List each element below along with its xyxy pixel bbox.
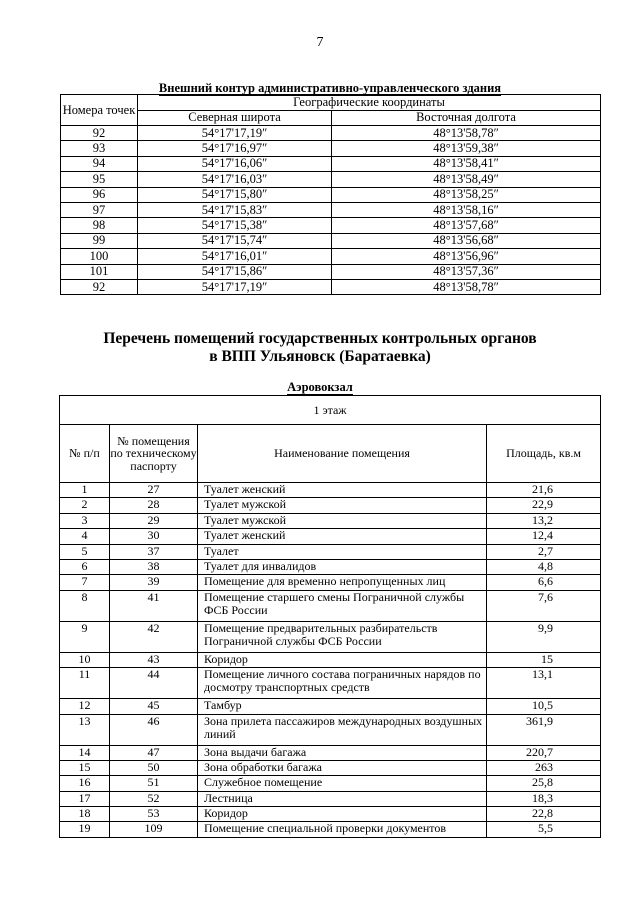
row-number-cell: 5 <box>60 544 110 559</box>
row-number-cell: 2 <box>60 498 110 513</box>
row-number-cell: 4 <box>60 529 110 544</box>
latitude-cell: 54°17'15,38″ <box>138 218 332 233</box>
room-name-cell: Помещение специальной проверки документов <box>198 822 487 837</box>
coords-row <box>61 156 601 171</box>
passport-number-cell: 109 <box>110 822 198 837</box>
room-row <box>60 791 601 806</box>
room-name-cell: Помещение личного состава пограничных нарядов по досмотру транспортных средств <box>198 668 487 699</box>
row-number-cell: 6 <box>60 559 110 574</box>
passport-number-cell: 37 <box>110 544 198 559</box>
room-name-cell: Туалет женский <box>198 529 487 544</box>
coords-row <box>61 126 601 141</box>
row-number-cell: 16 <box>60 776 110 791</box>
room-row <box>60 544 601 559</box>
room-row <box>60 776 601 791</box>
latitude-cell: 54°17'15,74″ <box>138 233 332 248</box>
longitude-cell: 48°13'58,25″ <box>332 187 601 202</box>
area-cell: 6,6 <box>487 575 601 590</box>
header-room-name: Наименование помещения <box>198 425 487 483</box>
point-number-cell: 100 <box>61 249 138 264</box>
rooms-table <box>59 395 601 838</box>
room-row <box>60 745 601 760</box>
longitude-cell: 48°13'58,16″ <box>332 202 601 217</box>
passport-number-cell: 39 <box>110 575 198 590</box>
passport-number-cell: 38 <box>110 559 198 574</box>
longitude-cell: 48°13'58,49″ <box>332 172 601 187</box>
room-name-cell: Коридор <box>198 652 487 667</box>
passport-number-cell: 43 <box>110 652 198 667</box>
area-cell: 5,5 <box>487 822 601 837</box>
passport-number-cell: 41 <box>110 590 198 621</box>
room-row <box>60 807 601 822</box>
rooms-table-caption <box>0 380 640 395</box>
passport-number-cell: 27 <box>110 483 198 498</box>
room-name-cell: Туалет для инвалидов <box>198 559 487 574</box>
latitude-cell: 54°17'15,80″ <box>138 187 332 202</box>
row-number-cell: 3 <box>60 513 110 528</box>
room-row <box>60 498 601 513</box>
room-row <box>60 760 601 775</box>
room-row <box>60 668 601 699</box>
coordinates-table <box>60 94 601 295</box>
room-name-cell: Лестница <box>198 791 487 806</box>
longitude-cell: 48°13'57,68″ <box>332 218 601 233</box>
passport-number-cell: 28 <box>110 498 198 513</box>
room-row <box>60 714 601 745</box>
room-name-cell: Зона выдачи багажа <box>198 745 487 760</box>
coords-body <box>61 126 601 295</box>
room-name-cell: Туалет мужской <box>198 513 487 528</box>
room-name-cell: Служебное помещение <box>198 776 487 791</box>
area-cell: 12,4 <box>487 529 601 544</box>
room-row <box>60 559 601 574</box>
longitude-cell: 48°13'58,78″ <box>332 126 601 141</box>
coords-row <box>61 249 601 264</box>
area-cell: 13,1 <box>487 668 601 699</box>
header-row-number: № п/п <box>60 425 110 483</box>
header-points: Номера точек <box>61 95 138 126</box>
latitude-cell: 54°17'17,19″ <box>138 126 332 141</box>
passport-number-cell: 52 <box>110 791 198 806</box>
page-heading <box>0 330 640 366</box>
coords-row <box>61 264 601 279</box>
coords-row <box>61 172 601 187</box>
room-row <box>60 652 601 667</box>
row-number-cell: 11 <box>60 668 110 699</box>
coords-row <box>61 218 601 233</box>
coords-row <box>61 233 601 248</box>
area-cell: 9,9 <box>487 621 601 652</box>
longitude-cell: 48°13'59,38″ <box>332 141 601 156</box>
area-cell: 361,9 <box>487 714 601 745</box>
latitude-cell: 54°17'15,83″ <box>138 202 332 217</box>
row-number-cell: 12 <box>60 699 110 714</box>
latitude-cell: 54°17'16,03″ <box>138 172 332 187</box>
area-cell: 25,8 <box>487 776 601 791</box>
room-row <box>60 575 601 590</box>
longitude-cell: 48°13'57,36″ <box>332 264 601 279</box>
passport-number-cell: 30 <box>110 529 198 544</box>
longitude-cell: 48°13'56,68″ <box>332 233 601 248</box>
point-number-cell: 96 <box>61 187 138 202</box>
room-row <box>60 699 601 714</box>
room-name-cell: Помещение старшего смены Пограничной службы ФСБ России <box>198 590 487 621</box>
room-name-cell: Зона обработки багажа <box>198 760 487 775</box>
point-number-cell: 92 <box>61 126 138 141</box>
area-cell: 4,8 <box>487 559 601 574</box>
room-name-cell: Туалет женский <box>198 483 487 498</box>
room-row <box>60 822 601 837</box>
point-number-cell: 95 <box>61 172 138 187</box>
area-cell: 15 <box>487 652 601 667</box>
latitude-cell: 54°17'15,86″ <box>138 264 332 279</box>
latitude-cell: 54°17'16,06″ <box>138 156 332 171</box>
header-geo-coords: Географические координаты <box>138 95 601 111</box>
room-name-cell: Помещение предварительных разбирательств Пограничной службы ФСБ России <box>198 621 487 652</box>
page-number: 7 <box>316 35 324 50</box>
header-longitude: Восточная долгота <box>332 110 601 126</box>
longitude-cell: 48°13'56,96″ <box>332 249 601 264</box>
row-number-cell: 19 <box>60 822 110 837</box>
rooms-body <box>60 483 601 838</box>
room-row <box>60 513 601 528</box>
area-cell: 10,5 <box>487 699 601 714</box>
room-name-cell: Помещение для временно непропущенных лиц <box>198 575 487 590</box>
passport-number-cell: 47 <box>110 745 198 760</box>
point-number-cell: 94 <box>61 156 138 171</box>
row-number-cell: 8 <box>60 590 110 621</box>
rooms-caption-text: Аэровокзал <box>287 380 353 394</box>
point-number-cell: 101 <box>61 264 138 279</box>
header-area: Площадь, кв.м <box>487 425 601 483</box>
longitude-cell: 48°13'58,78″ <box>332 279 601 294</box>
longitude-cell: 48°13'58,41″ <box>332 156 601 171</box>
point-number-cell: 98 <box>61 218 138 233</box>
header-passport-number: № помещения по техническому паспорту <box>110 425 198 483</box>
point-number-cell: 97 <box>61 202 138 217</box>
area-cell: 22,8 <box>487 807 601 822</box>
coords-caption-text: Внешний контур административно-управленческого здания <box>158 81 502 95</box>
passport-number-cell: 53 <box>110 807 198 822</box>
room-name-cell: Туалет <box>198 544 487 559</box>
floor-label: 1 этаж <box>60 396 601 425</box>
room-row <box>60 621 601 652</box>
passport-number-cell: 45 <box>110 699 198 714</box>
row-number-cell: 7 <box>60 575 110 590</box>
header-latitude: Северная широта <box>138 110 332 126</box>
point-number-cell: 92 <box>61 279 138 294</box>
coords-row <box>61 202 601 217</box>
row-number-cell: 1 <box>60 483 110 498</box>
area-cell: 7,6 <box>487 590 601 621</box>
area-cell: 22,9 <box>487 498 601 513</box>
coords-row <box>61 187 601 202</box>
area-cell: 13,2 <box>487 513 601 528</box>
coords-row <box>61 279 601 294</box>
row-number-cell: 10 <box>60 652 110 667</box>
row-number-cell: 15 <box>60 760 110 775</box>
latitude-cell: 54°17'16,01″ <box>138 249 332 264</box>
room-row <box>60 483 601 498</box>
passport-number-cell: 46 <box>110 714 198 745</box>
area-cell: 21,6 <box>487 483 601 498</box>
area-cell: 18,3 <box>487 791 601 806</box>
row-number-cell: 9 <box>60 621 110 652</box>
row-number-cell: 14 <box>60 745 110 760</box>
area-cell: 220,7 <box>487 745 601 760</box>
area-cell: 263 <box>487 760 601 775</box>
room-row <box>60 590 601 621</box>
room-name-cell: Коридор <box>198 807 487 822</box>
latitude-cell: 54°17'17,19″ <box>138 279 332 294</box>
passport-number-cell: 51 <box>110 776 198 791</box>
room-name-cell: Тамбур <box>198 699 487 714</box>
point-number-cell: 99 <box>61 233 138 248</box>
point-number-cell: 93 <box>61 141 138 156</box>
room-name-cell: Зона прилета пассажиров международных воздушных линий <box>198 714 487 745</box>
room-name-cell: Туалет мужской <box>198 498 487 513</box>
passport-number-cell: 42 <box>110 621 198 652</box>
room-row <box>60 529 601 544</box>
row-number-cell: 13 <box>60 714 110 745</box>
latitude-cell: 54°17'16,97″ <box>138 141 332 156</box>
passport-number-cell: 44 <box>110 668 198 699</box>
passport-number-cell: 50 <box>110 760 198 775</box>
row-number-cell: 18 <box>60 807 110 822</box>
passport-number-cell: 29 <box>110 513 198 528</box>
row-number-cell: 17 <box>60 791 110 806</box>
area-cell: 2,7 <box>487 544 601 559</box>
coords-row <box>61 141 601 156</box>
heading-line-2: в ВПП Ульяновск (Баратаевка) <box>209 348 431 365</box>
heading-line-1: Перечень помещений государственных контрольных органов <box>103 330 537 347</box>
